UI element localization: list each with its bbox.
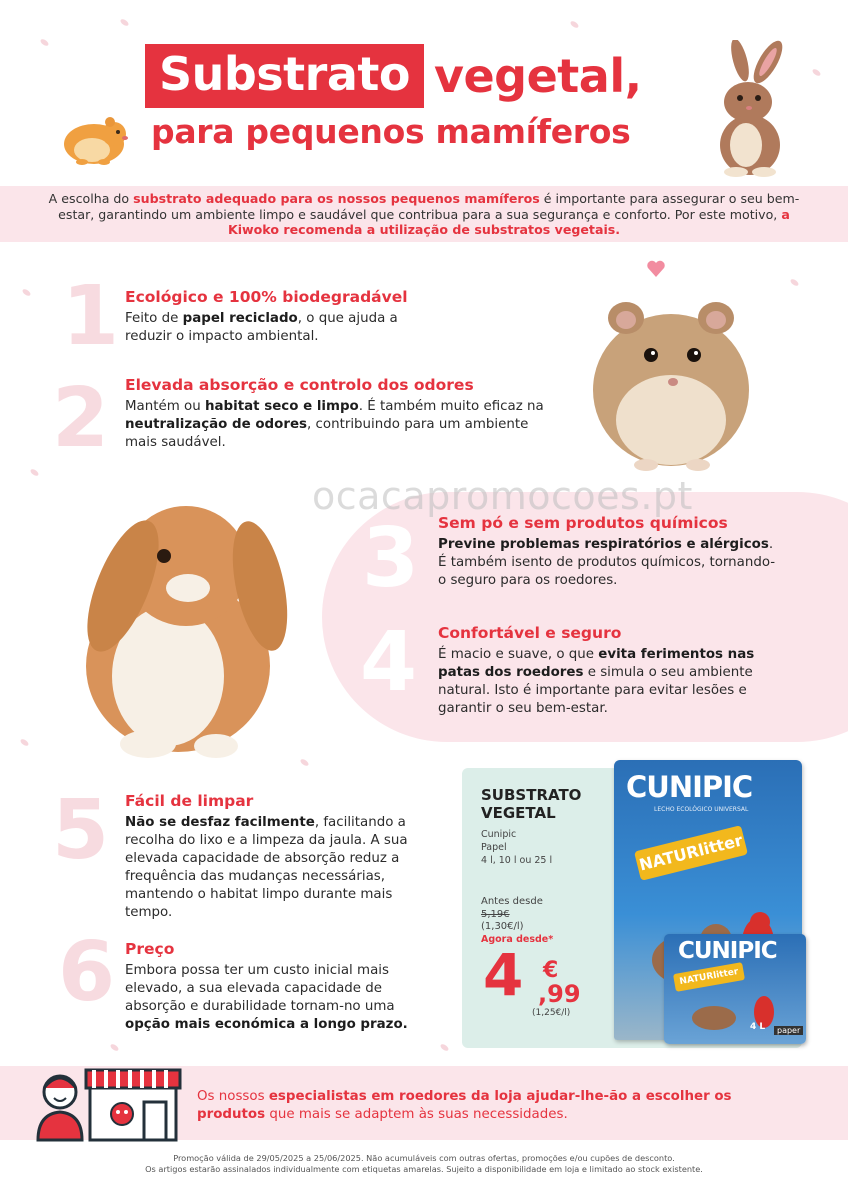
bag-subtitle: LECHO ECOLÓGICO UNIVERSAL [654, 806, 749, 813]
old-price: Antes desde 5,19€ (1,30€/l) [481, 896, 543, 932]
petal-decoration [29, 468, 39, 477]
bag-paper-label: paper [774, 1026, 803, 1035]
price-decimals: ,99 [538, 980, 581, 1008]
petal-decoration [19, 738, 29, 747]
bag-line-label: NATURlitter [634, 825, 748, 881]
feature-item-3 [438, 514, 788, 590]
bag-brand: CUNIPIC [626, 770, 753, 804]
hamster-photo [586, 290, 756, 475]
item-title: Elevada absorção e controlo dos odores [125, 376, 474, 394]
product-title: SUBSTRATO VEGETAL [481, 786, 582, 822]
hamster-illustration [58, 108, 132, 168]
feature-item-4 [438, 624, 788, 718]
watermark: ocacapromocoes.pt [312, 474, 693, 518]
product-meta: Cunipic Papel 4 l, 10 l ou 25 l [481, 829, 553, 866]
petal-decoration [299, 758, 309, 767]
item-title: Sem pó e sem produtos químicos [438, 514, 728, 532]
petal-decoration [109, 1043, 119, 1052]
feature-item-2 [125, 376, 565, 452]
petal-decoration [569, 20, 579, 29]
item-text: Embora possa ter um custo inicial mais elevado, a sua elevada capacidade de absorção e durabilidade tornam-no uma opção mais económica a longo prazo. [125, 963, 408, 1032]
feature-item-6 [125, 940, 435, 1034]
petal-decoration [119, 18, 129, 27]
item-title: Preço [125, 940, 175, 958]
item-text: Não se desfaz facilmente, facilitando a recolha do lixo e a limpeza da jaula. A sua elevada capacidade de absorção reduz a frequência das mudanças necessárias, mantendo o habitat limpo durante mais tempo. [125, 815, 408, 920]
item-text: Previne problemas respiratórios e alérgicos. É também isento de produtos químicos, tornando-o seguro para os roedores. [438, 537, 776, 588]
item-title: Ecológico e 100% biodegradável [125, 288, 408, 306]
item-number: 4 [360, 615, 418, 710]
item-title: Confortável e seguro [438, 624, 622, 642]
intro-text: A escolha do substrato adequado para os nossos pequenos mamíferos é importante para assegurar o seu bem-estar, garantindo um ambiente limpo e saudável que contribua para a sua segurança e conforto. Por este motivo, a Kiwoko recomenda a utilização de substratos vegetais. [48, 191, 800, 237]
advice-text: Os nossos especialistas em roedores da loja ajudar-lhe-ão a escolher os produtos que mais se adaptem às suas necessidades. [197, 1089, 732, 1122]
now-label: Agora desde* [481, 934, 554, 945]
item-text: Mantém ou habitat seco e limpo. É também muito eficaz na neutralização de odores, contribuindo para um ambiente mais saudável. [125, 399, 544, 450]
feature-item-5 [125, 792, 435, 922]
item-number: 1 [62, 269, 120, 364]
item-text: É macio e suave, o que evita ferimentos nas patas dos roedores e simula o seu ambiente natural. Isto é importante para evitar lesões e garantir o seu bem-estar. [438, 647, 755, 716]
bag-animals-icon [684, 990, 784, 1032]
item-number: 6 [58, 925, 116, 1020]
price-unit: (1,25€/l) [532, 1008, 571, 1018]
product-bag-small [664, 934, 806, 1044]
item-number: 2 [52, 371, 110, 466]
petal-decoration [439, 1043, 449, 1052]
price-currency: € [543, 958, 559, 983]
item-number: 5 [52, 783, 110, 878]
store-clerk-icon [34, 1062, 184, 1144]
item-text: Feito de papel reciclado, o que ajuda a reduzir o impacto ambiental. [125, 311, 398, 344]
petal-decoration [811, 68, 821, 77]
intro-band [0, 186, 848, 242]
page-title [145, 44, 705, 151]
rabbit-photo [68, 476, 298, 762]
petal-decoration [39, 38, 49, 47]
bag-brand: CUNIPIC [678, 938, 777, 964]
title-word: vegetal, [434, 49, 642, 103]
legal-notice: Promoção válida de 29/05/2025 a 25/06/2025. Não acumuláveis com outras ofertas, promoções e/ou cupões de desconto. Os artigos estarão assinalados individualmente com etiquetas amarelas. Sujeito a disponibilidade em loja e limitado ao stock existente. [145, 1153, 703, 1174]
item-number: 3 [362, 511, 420, 606]
bag-size: 4 L [750, 1022, 766, 1032]
petal-decoration [789, 278, 799, 287]
heart-icon [646, 260, 666, 278]
petal-decoration [21, 288, 31, 297]
title-subline: para pequenos mamíferos [151, 112, 631, 151]
rabbit-illustration [706, 40, 806, 180]
feature-item-1 [125, 288, 565, 346]
price-integer: 4 [483, 941, 522, 1009]
bag-line-label: NATURlitter [673, 962, 745, 992]
title-highlight: Substrato [145, 44, 424, 108]
item-title: Fácil de limpar [125, 792, 254, 810]
